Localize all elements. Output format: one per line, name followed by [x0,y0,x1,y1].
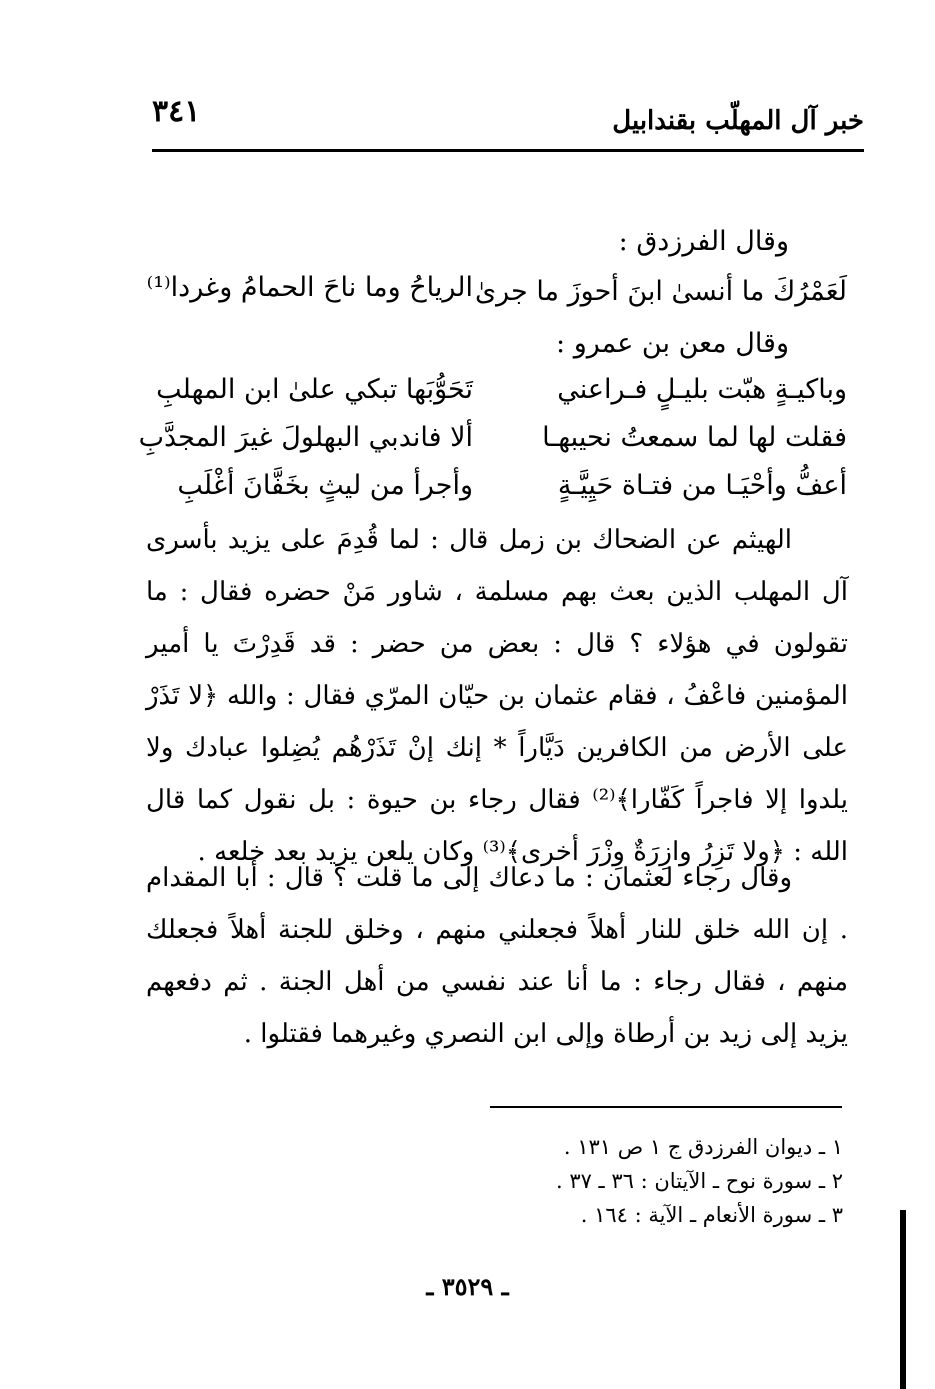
prose-paragraph-1 [146,514,848,878]
verse-4-second-hemistich: وأجرأ من ليثٍ بخَفَّانَ أغْلَبِ [177,470,473,501]
verse-4-first-hemistich: أعفُّ وأحْيَـا من فتـاة حَيِيَّـةٍ [557,470,847,501]
page-number: ٣٤١ [152,94,201,129]
scan-margin-shadow [900,1210,906,1389]
verse-2-first-hemistich: وباكيـةٍ هبّت بليـلٍ فـراعني [557,374,847,405]
prose-paragraph-2 [146,852,848,1060]
verse-3-second-hemistich: ألا فاندبي البهلولَ غيرَ المجدَّبِ [138,422,473,453]
verse-1-second-hemistich: الرياحُ وما ناحَ الحمامُ وغردا⁽¹⁾ [146,272,473,303]
footnote-rule [490,1106,842,1108]
running-title: خبر آل المهلّب بقندابيل [612,106,864,136]
verse-intro-maan: وقال معن بن عمرو : [556,328,789,359]
verse-1-first-hemistich: لَعَمْرُكَ ما أنسىٰ ابنَ أحوزَ ما جرىٰ [475,276,847,307]
folio-number: ـ ٣٥٢٩ ـ [426,1272,509,1301]
paragraph-text: الهيثم عن الضحاك بن زمل قال : لما قُدِمَ على يزيد بأسرى آل المهلب الذين بعث بهم مسلمة ، شاور مَنْ حضره فقال : ما تقولون في هؤلاء ؟ قال : بعض من حضر : قد قَدِرْتَ يا أمير المؤمنين فاعْفُ ، فقام عثمان بن حيّان المرّي فقال : والله ﴿لا تَذَرْ على الأرض من الكافرين دَيَّاراً * إنك إنْ تَذَرْهُم يُضِلوا عبادك ولا يلدوا إلا فاجراً كَفّارا﴾⁽²⁾ فقال رجاء بن حيوة : بل نقول كما قال الله : ﴿ولا تَزِرُ وازِرَةٌ وِزْرَ أخرى﴾⁽³⁾ وكان يلعن يزيد بعد خلعه . [146,525,849,867]
footnote-2: ٢ ـ سورة نوح ـ الآيتان : ٣٦ ـ ٣٧ . [555,1169,843,1193]
footnote-3: ٣ ـ سورة الأنعام ـ الآية : ١٦٤ . [580,1203,843,1227]
paragraph-text: وقال رجاء لعثمان : ما دعاك إلى ما قلت ؟ قال : أبا المقدام . إن الله خلق للنار أهلاً فجعلني منهم ، وخلق للجنة أهلاً فجعلك منهم ، فقال رجاء : ما أنا عند نفسي من أهل الجنة . ثم دفعهم يزيد إلى زيد بن أرطاة وإلى ابن النصري وغيرهما فقتلوا . [146,863,848,1049]
footnote-1: ١ ـ ديوان الفرزدق ج ١ ص ١٣١ . [563,1135,843,1159]
header-rule [152,149,864,152]
verse-2-second-hemistich: تَحَوُّبَها تبكي علىٰ ابن المهلبِ [156,374,473,405]
page-header [152,92,864,148]
footnotes [556,1130,843,1232]
verse-3-first-hemistich: فقلت لها لما سمعتُ نحيبهـا [542,422,847,453]
verse-intro-farazdaq: وقال الفرزدق : [618,226,789,257]
